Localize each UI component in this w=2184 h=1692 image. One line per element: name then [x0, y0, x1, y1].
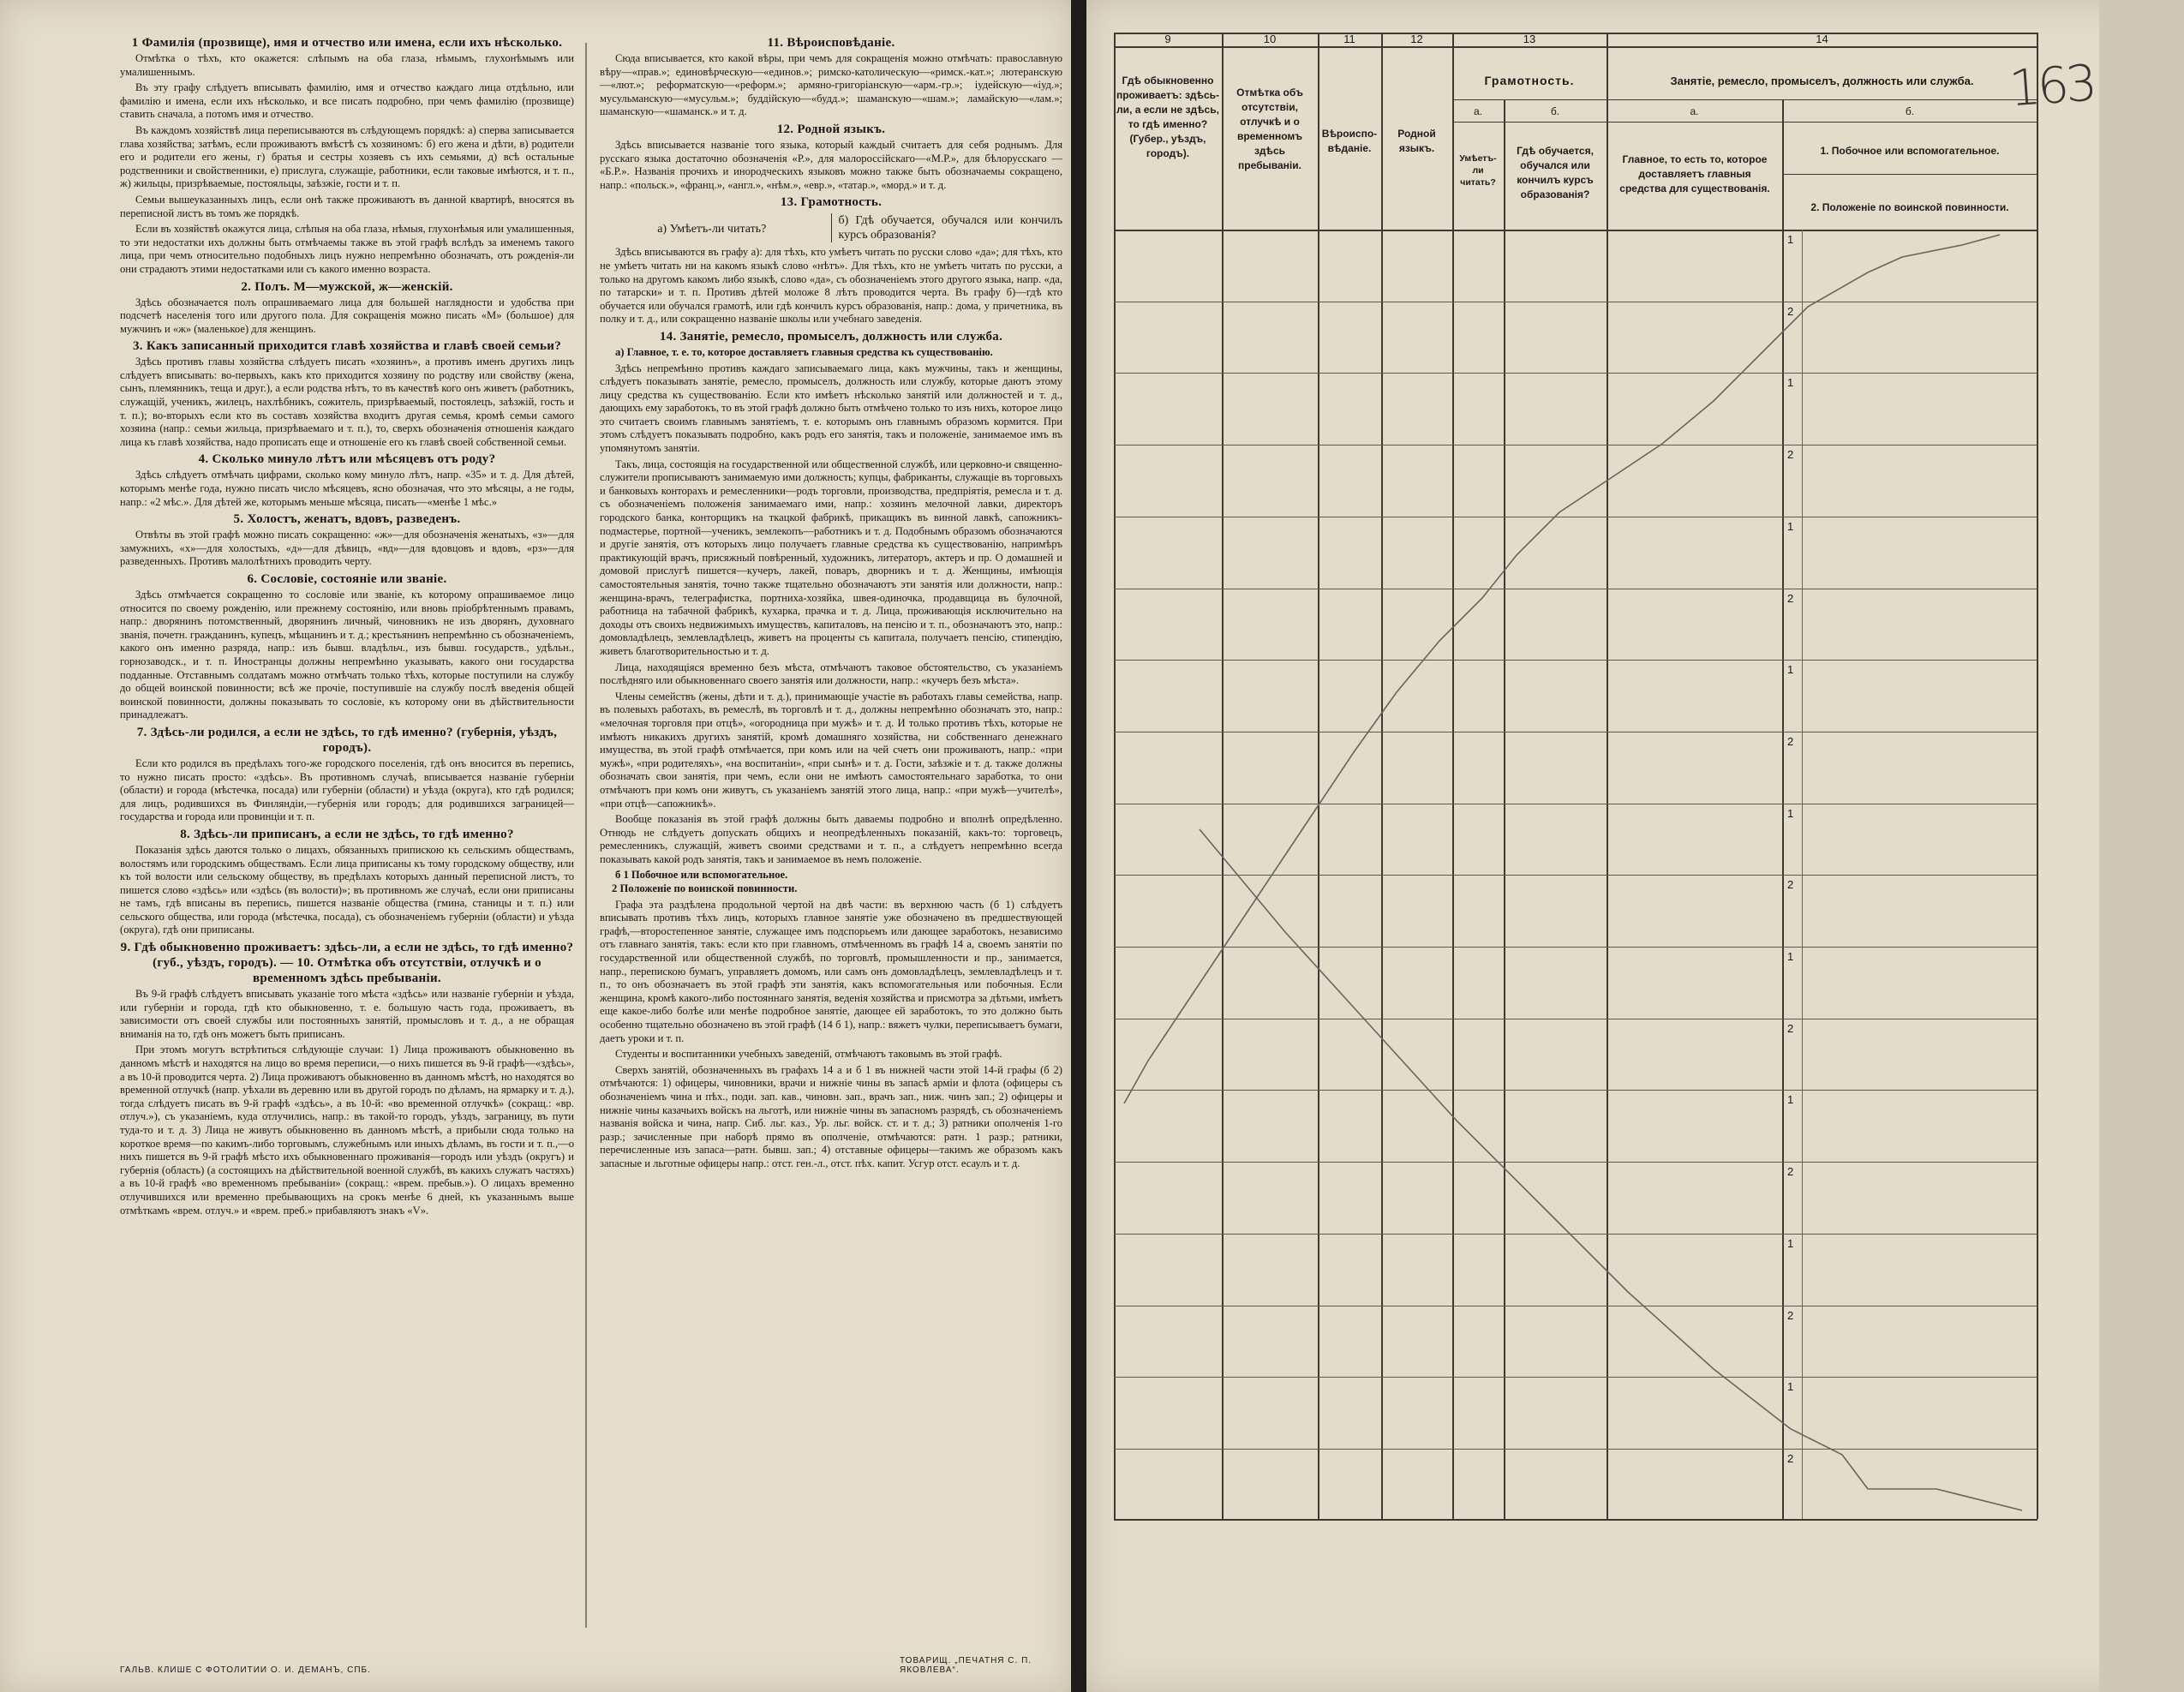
- instructions-column-2: [600, 34, 1062, 1623]
- row-mark: 2: [1787, 878, 1794, 892]
- section-11-title: 11. Вѣроисповѣданіе.: [767, 36, 895, 50]
- section-paragraph: Въ 9-й графѣ слѣдуетъ вписывать указаніе того мѣста «здѣсь» или названіе губерніи и уѣзда, или губерніи и города, гдѣ кто обыкновенно, т. е. большую часть года, проживаетъ, въ зависимости отъ своей службы или постоянныхъ занятій, промысловъ и т. д., а не обращая вниманія на то, гдѣ онъ можетъ быть приписанъ.: [120, 988, 574, 1040]
- section-title: 9. Гдѣ обыкновенно проживаетъ: здѣсь-ли, а если не здѣсь, то гдѣ именно? (губ., уѣздъ, городъ). — 10. Отмѣтка объ отсутствіи, отлучкѣ и о временномъ здѣсь пребываніи.: [120, 941, 574, 986]
- section-paragraph: Члены семействъ (жены, дѣти и т. д.), принимающіе участіе въ работахъ главы семейства, напр. въ полевыхъ работахъ, въ ремеслѣ, въ торговлѣ и т. д., должны непремѣнно обозначать это, напр.: «мелочная торговля при отцѣ», «огородница при мужѣ» и т. д. И только противъ тѣхъ, которые не имѣютъ никакихъ другихъ занятій, кромѣ домашняго хозяйства, ни собственнаго денежнаго имущества, въ этой графѣ отмѣчается, при комъ или на чей счетъ они проживаютъ, напр.: «при мужѣ», «при родителяхъ», «на воспитаніи», «при сынѣ» и т. д. Гости, заѣзжіе и т. д. также должны обозначать свои занятія, при чемъ, если они не имѣютъ самостоятельнаго заработка, то они отмѣчаютъ при комъ они живутъ, съ указаніемъ занятій этого лица, напр.: «при мужѣ—учителѣ», «при отцѣ—сапожникѣ».: [600, 690, 1062, 810]
- section-paragraph: Такъ, лица, состоящія на государственной или общественной службѣ, или церковно-и священно-служители прописываютъ занимаемую ими должность; купцы, фабриканты, служащіе въ торговыхъ и банковыхъ конторахъ и ремесленники—родъ торговли, производства, предпріятія, ремесла и т. д. съ обозначеніемъ положенія занимаемаго ими, напр.: хозяинъ мелочной лавки, директоръ городского банка, конторщикъ на ткацкой фабрикѣ, прикащикъ въ винной лавкѣ, сапожникъ-подмастерье, портной—ученикъ, землекопъ—работникъ и т. д. Подобнымъ образомъ обозначаются и другіе занятія, отъ которыхъ лицо получаетъ главные средства къ существованію, напримѣръ практикующій врачъ, присяжный повѣренный, художникъ, литераторъ, актеръ и пр. О домашней и домовой прислугѣ пишется—кучеръ, лакей, поваръ, дворникъ и т. д. Женщины, имѣющія самостоятельныя занятія, точно также тщательно обозначаютъ эти занятія или должности, напр.: женщина-врачъ, телеграфистка, портниха-хозяйка, швея-одиночка, продавщица въ булочной, работница на табачной фабрикѣ, кухарка, прачка и т. д. Лица, проживающія исключительно на доходы отъ своихъ недвижимыхъ имуществъ, капиталовъ, на пенсію и т. п., обозначаютъ это, напр.: домовладѣлецъ, землевладѣлецъ, живетъ на проценты съ капитала, получаетъ пенсію, стипендію, живетъ благотворительностью и т. д.: [600, 457, 1062, 657]
- header-col-14a: Главное, то есть то, которое доставляетъ главныя средства для существованія.: [1619, 153, 1770, 194]
- instructions-column-1: [120, 34, 574, 1623]
- section-1: [120, 35, 574, 277]
- section-title: 7. Здѣсь-ли родился, а если не здѣсь, то гдѣ именно? (губернія, уѣздъ, городъ).: [136, 725, 558, 755]
- section-13-title: 13. Грамотность.: [780, 195, 883, 210]
- col-number-13: 13: [1523, 33, 1536, 45]
- section-title: 6. Сословіе, состояніе или званіе.: [247, 572, 447, 586]
- header-14b-letter: б.: [1905, 105, 1915, 117]
- section-14a-text: [600, 362, 1062, 867]
- section-13a-heading: а) Умѣетъ-ли читать?: [657, 223, 767, 236]
- section-paragraph: Въ каждомъ хозяйствѣ лица переписываются въ слѣдующемъ порядкѣ: а) сперва записывается глава хозяйства; затѣмъ, если проживаютъ вмѣстѣ съ хозяиномъ: б) его жена и дѣти, в) родители его и родители его жены, г) братья и сестры хозяевъ съ ихъ семьями, д) всѣ остальные родственники и свойственники, е) прислуга, служащіе, работники, если таковые имѣются, и т. п., ж) жильцы, призрѣваемые, постояльцы, заѣзжіе, гости и т. п.: [120, 123, 574, 190]
- row-mark: 2: [1787, 304, 1794, 318]
- section-14-title: 14. Занятіе, ремесло, промыселъ, должность или служба.: [659, 329, 1003, 344]
- row-mark: 2: [1787, 1308, 1794, 1322]
- col-number-11: 11: [1343, 33, 1355, 45]
- section-paragraph: Здѣсь непремѣнно противъ каждаго записываемаго лица, какъ мужчины, такъ и женщины, слѣдуетъ показывать занятіе, ремесло, промыселъ, должность или службу, которые даютъ этому лицу средства къ существованію. Если кто имѣетъ нѣсколько занятій или должностей и т. д., дающихъ ему заработокъ, то въ этой графѣ должно быть отмѣчено только то изъ нихъ, которое лицо это считаетъ своимъ главнымъ занятіемъ, т. е. которымъ онъ главнымъ образомъ кормится. При этомъ слѣдуетъ показывать подробно, какъ родъ его занятія, такъ и положеніе, занимаемое имъ въ упомянутомъ занятіи.: [600, 362, 1062, 455]
- section-paragraph: Студенты и воспитанники учебныхъ заведеній, отмѣчаютъ таковымъ въ этой графѣ.: [615, 1048, 1002, 1061]
- header-col-9: Гдѣ обыкновенно проживаетъ: здѣсь-ли, а если не здѣсь, то гдѣ именно? (Губер., уѣздъ, городъ).: [1116, 75, 1220, 159]
- row-mark: 2: [1787, 734, 1794, 748]
- col-number-10: 10: [1263, 33, 1277, 45]
- header-col-13a: Умѣетъ-ли читать?: [1459, 153, 1497, 188]
- header-14a-letter: а.: [1690, 105, 1699, 117]
- row-mark: 2: [1787, 448, 1794, 462]
- row-mark: 1: [1787, 1380, 1794, 1394]
- col-number-9: 9: [1164, 33, 1171, 45]
- section-paragraph: Здѣсь противъ главы хозяйства слѣдуетъ писать «хозяинъ», а противъ именъ другихъ лицъ слѣдуетъ вписывать: во-первыхъ, какъ кто приходится хозяину по родству или свойству (жена, сынъ, племянникъ, теща и друг.), а если родства нѣтъ, то въ качествѣ кого онъ живетъ (работникъ, служащій, ученикъ, жилецъ, нахлѣбникъ, сожитель, призрѣваемый, постоялецъ, заѣзжій, гость и т. п.); во-вторыхъ если кто въ составъ хозяйства входитъ другая семья, кромѣ семьи самого хозяина (напр.: семьи жильца, призрѣваемаго и т. п.), то, сверхъ обозначенія отношенія каждаго лица къ главѣ хозяйства, надо прописать еще и отношеніе его къ главѣ своей собственной семьи.: [120, 356, 574, 448]
- section-12-text: Здѣсь вписывается названіе того языка, который каждый считаетъ для себя роднымъ. Для русскаго языка достаточно обозначенія «Р.», для малороссійскаго—«М.Р.», для бѣлорусскаго — «Б.Р.». Названія прочихъ и инородческихъ языковъ можно также быть обозначаемы сокращено, напр.: «польск.», «франц.», «англ.», «нѣм.», «евр.», «татар.», «морд.» и т. д.: [600, 138, 1062, 191]
- header-col-11: Вѣроиспо-вѣданіе.: [1321, 128, 1378, 154]
- column-divider: [585, 43, 587, 1628]
- section-title: 1 Фамилія (прозвище), имя и отчество или имена, если ихъ нѣсколько.: [131, 36, 563, 50]
- col-number-14: 14: [1816, 33, 1828, 45]
- section-paragraph: Здѣсь обозначается полъ опрашиваемаго лица для большей наглядности и удобства при подсчетѣ населенія того или другого пола. Для сокращенія можно писать «М» (большое) для мужчинъ и «ж» (маленькое) для женщинъ.: [120, 296, 574, 335]
- section-title: 5. Холостъ, женатъ, вдовъ, разведенъ.: [233, 512, 461, 527]
- section-paragraph: Здѣсь отмѣчается сокращенно то сословіе или званіе, къ которому опрашиваемое лицо относится по своему рожденію, или прежнему состоянію, или вновь пріобрѣтеннымъ правамъ, напр.: дворянинъ потомственный, дворянинъ личный, чиновникъ не изъ дворянъ, духовнаго званія, почетн. гражданинъ, купецъ, мѣщанинъ и т. д.; крестьянинъ непремѣнно съ обозначеніемъ, какого онъ именно разряда, напр.: изъ бывш. владѣльч., изъ бывш. государств., удѣльн., горнозаводск., и т. п. Иностранцы должны непремѣнно указывать, какого они государства подданные. Отставнымъ солдатамъ можно отмѣчать только тѣхъ, которые поступили на службу до общей воинской повинности; всѣ же прочіе, поступившіе на службу послѣ введенія общей воинской повинности, должны показывать то сословіе, къ которому они въ дѣйствительности принадлежатъ.: [120, 589, 574, 721]
- section-9: [120, 940, 574, 1217]
- row-mark: 1: [1787, 519, 1794, 533]
- section-paragraph: Вообще показанія въ этой графѣ должны быть даваемы подробно и вполнѣ опредѣленно. Отнюдь не слѣдуетъ допускать общихъ и неопредѣленныхъ показаній, какъ-то: торговецъ, ремесленникъ, служащій, живетъ своими средствами и т. п., а слѣдуетъ непремѣнно всегда показывать какой родъ занятія, такъ и занимаемое въ немъ положеніе.: [600, 813, 1062, 865]
- section-13-subheads: [600, 213, 1062, 242]
- section-11-text: Сюда вписывается, кто какой вѣры, при чемъ для сокращенія можно отмѣчать: православную вѣру—«прав.»; единовѣрческую—«единов.»; римско-католическую—«римск.-кат.»; лютеранскую—«лют.»; реформатскую—«реформ.»; армяно-григоріанскую—«арм.-гр.»; іудейскую—«іуд.»; мусульманскую—«мусульм.»; буддійскую—«будд.»; шаманскую—«шам.»; ламайскую—«лам.»; шаманскую—«шаманск.» и т. д.: [600, 52, 1062, 118]
- section-paragraph: Семьи вышеуказанныхъ лицъ, если онѣ также проживаютъ въ данной квартирѣ, вносятся въ переписной листъ въ томъ же порядкѣ.: [120, 193, 574, 219]
- section-5: [120, 511, 574, 569]
- section-paragraph: Отвѣты въ этой графѣ можно писать сокращенно: «ж»—для обозначенія женатыхъ, «з»—для замужнихъ, «х»—для холостыхъ, «д»—для дѣвицъ, «вд»—для вдовцовъ и вдовъ, «рз»—для разведенныхъ. Противъ малолѣтнихъ проводить черту.: [120, 529, 574, 568]
- section-paragraph: Графа эта раздѣлена продольной чертой на двѣ части: въ верхнюю часть (б 1) слѣдуетъ вписывать противъ тѣхъ лицъ, которыхъ главное занятіе уже обозначено въ предшествующей графѣ,—второстепенное занятіе, служащее имъ подспорьемъ или дающее заработокъ, независимо отъ главнаго занятія, такъ: если кто при главномъ, отмѣченномъ въ графѣ 14 а, своемъ занятіи по государственной или общественной службѣ, по торговлѣ, промышленности и пр., занимается, напр., перепискою бумагъ, управляетъ домомъ, или самъ онъ домовладѣлецъ, землевладѣлецъ и т. п., то онъ обозначаетъ въ этой графѣ эти занятія, какъ вспомогательныя или побочныя. Если женщина, кромѣ какого-либо постояннаго занятія, веденія хозяйства и присмотра за дѣтьми, имѣетъ еще какое-либо болѣе или менѣе подробное занятіе, дающее ей заработокъ, то это должно быть особенно тщательно обозначено въ этой графѣ (14 б 1), напр.: вяжетъ чулки, переписываетъ бумаги, даетъ уроки и т. п.: [600, 898, 1062, 1044]
- printer-credit-left: ГАЛЬВ. КЛИШЕ С ФОТОЛИТИИ О. И. ДЕМАНЪ, СПБ.: [120, 1665, 371, 1675]
- section-7: [120, 725, 574, 824]
- row-mark: 2: [1787, 591, 1794, 605]
- section-6: [120, 571, 574, 722]
- row-mark: 1: [1787, 376, 1794, 390]
- section-paragraph: Если кто родился въ предѣлахъ того-же городского поселенія, гдѣ онъ вносится въ перепись, то нужно писать просто: «здѣсь». Въ противномъ случаѣ, вписывается названіе губерніи (области) и города (мѣстечка, посада) или губерніи (области) и уѣзда (округа), кто гдѣ родился; для лицъ, родившихся въ Финляндіи,—губернія или городъ; для родившихся заграницей—государства и города или провинціи и т. п.: [120, 756, 574, 823]
- col-number-12: 12: [1410, 33, 1423, 45]
- header-col-13b: Гдѣ обучается, обучался или кончилъ курсъ образованія?: [1517, 145, 1594, 200]
- section-14a-heading: а) Главное, т. е. то, которое доставляетъ главныя средства къ существованію.: [615, 345, 993, 358]
- section-paragraph: Сверхъ занятій, обозначенныхъ въ графахъ 14 а и б 1 въ нижней части этой 14-й графы (б 2) отмѣчаются: 1) офицеры, чиновники, врачи и нижніе чины въ запасѣ арміи и флота (офицеры съ обозначеніемъ чина и пѣх., поди. зап. кав., чиновн. зап., врачъ зап., ниж. чинъ зап.; 2) офицеры и нижніе чины казачьихъ войскъ на льготѣ, или нижніе чины въ запасномъ разрядѣ, съ обозначеніемъ названія войска и чина, напр. Сиб. льг. каз., Ур. льг. войск. ст. и т. д.; 3) ратники ополченія 1-го разр.; зачисленные при наборѣ прямо въ ополченіе, отмѣчаются: ратн. 1 разр.; ратники, перечисленные изъ запаса—ратн. бывш. зап.; 4) отставные офицеры—такимъ же образомъ какъ запасные и льготные офицеры напр.: отст. ген.-л., отст. пѣх. капит. Усгур отст. есаулъ и т. д.: [600, 1063, 1062, 1169]
- section-paragraph: Показанія здѣсь даются только о лицахъ, обязанныхъ припискою къ сельскимъ обществамъ, волостямъ или городскимъ обществамъ. Если лица приписаны къ тому городскому обществу, или къ той волости или сельскому обществу, въ предѣлахъ которыхъ данный переписной листъ, то пишется слово «здѣсь» или «здѣсь (въ волости)»; въ противномъ же случаѣ, если они приписаны не тамъ, гдѣ вписаны въ перепись, пишется названіе общества (гмина, станицы и т. п.) или сельского общества, или города (мѣстечка, посада), съ обозначеніемъ губерніи (области) и уѣзда (округа), гдѣ они приписаны.: [120, 843, 574, 936]
- section-13b-heading: б) Гдѣ обучается, обучался или кончилъ курсъ образованія?: [831, 213, 1063, 242]
- section-title: 8. Здѣсь-ли приписанъ, а если не здѣсь, то гдѣ именно?: [180, 827, 514, 841]
- row-mark: 1: [1787, 950, 1794, 963]
- section-14b-text: [600, 899, 1062, 1171]
- section-14: [600, 329, 1062, 1171]
- section-paragraph: Въ эту графу слѣдуетъ вписывать фамилію, имя и отчество каждаго лица отдѣльно, или фамилію и имена, если ихъ нѣсколько, и все писать подробно, при чемъ фамилію (прозвище) ставить сначала, а потомъ имя и отчество.: [120, 81, 574, 121]
- row-mark: 1: [1787, 1236, 1794, 1250]
- section-12-title: 12. Родной языкъ.: [776, 122, 886, 136]
- handwritten-page-number: 163: [2007, 53, 2096, 118]
- section-12: [600, 122, 1062, 192]
- header-col-14: Занятіе, ремесло, промыселъ, должность или служба.: [1670, 75, 1974, 87]
- section-13: [600, 194, 1062, 326]
- row-mark: 1: [1787, 806, 1794, 820]
- row-mark: 1: [1787, 1093, 1794, 1107]
- section-title: 3. Какъ записанный приходится главѣ хозяйства и главѣ своей семьи?: [132, 339, 561, 354]
- section-3: [120, 338, 574, 449]
- census-form-table: [1114, 33, 2037, 1549]
- section-paragraph: Здѣсь слѣдуетъ отмѣчать цифрами, сколько кому минуло лѣтъ, напр. «35» и т. д. Для дѣтей, которымъ менѣе года, нужно писать число мѣсяцевъ, ясно обозначая, что это мѣсяцы, а не годы, напр.: «2 мѣс.». Для дѣтей же, которымъ меньше мѣсяца, писать—«менѣе 1 мѣс.»: [120, 469, 574, 508]
- header-col-14b2: 2. Положеніе по воинской повинности.: [1810, 201, 2009, 213]
- printer-credit-right: ТОВАРИЩ. „ПЕЧАТНЯ С. П. ЯКОВЛЕВА“.: [900, 1656, 1032, 1675]
- row-mark: 2: [1787, 1021, 1794, 1035]
- section-4: [120, 451, 574, 509]
- header-col-10: Отмѣтка объ отсутствіи, отлучкѣ и о временномъ здѣсь пребываніи.: [1236, 87, 1303, 171]
- row-mark: 2: [1787, 1451, 1794, 1465]
- section-title: 4. Сколько минуло лѣтъ или мѣсяцевъ отъ роду?: [198, 452, 496, 467]
- section-paragraph: Отмѣтка о тѣхъ, кто окажется: слѣпымъ на оба глаза, нѣмымъ, глухонѣмымъ или умалишеннымъ.: [120, 52, 574, 78]
- header-col-12: Родной языкъ.: [1397, 128, 1436, 154]
- header-13a-letter: а.: [1473, 105, 1482, 117]
- row-mark: 1: [1787, 233, 1794, 246]
- section-paragraph: При этомъ могутъ встрѣтиться слѣдующіе случаи: 1) Лица проживаютъ обыкновенно въ данномъ мѣстѣ и находятся на лицо во время переписи,—о нихъ пишется въ 9-й графѣ—«здѣсь», а въ 10-й проводится черта. 2) Лица проживаютъ обыкновенно въ данномъ мѣстѣ, но находятся во временной отлучкѣ (напр. уѣхали въ деревню или въ другой городъ по дѣламъ, на ярмарку и т. д.), тогда слѣдуетъ писать въ 9-й графѣ «здѣсь», а въ 10-й: «во временной отлучкѣ» (сокращ.: «вр. отлуч.»), съ указаніемъ, куда отлучились, напр.: въ такой-то городъ, уѣздъ, заграницу, въ пути туда-то и т. д. 3) Лица не живутъ обыкновенно въ данномъ мѣстѣ, а прибыли сюда только на короткое время—по какимъ-либо торговымъ, служебнымъ или иныхъ дѣламъ, въ гости и т. п.,—о нихъ пишется въ 9-й графѣ мѣсто ихъ обыкновеннаго проживанія—городъ или уѣздъ (округъ) и губернія (область) (а состоящихъ на дѣйствительной военной службѣ, въ какихъ служатъ частяхъ) а въ 10-й графѣ «во временномъ пребываніи» (сокращ.: «врем. пребыв.»). О лицахъ временно отлучившихся или временно пребывающихъ на срокъ менѣе 6 дней, къ указаннымъ выше отмѣткамъ «врем. отлуч.» и «врем. преб.» прибавляютъ знакъ «V».: [120, 1043, 574, 1217]
- pencil-cancel-line: [1114, 33, 2037, 1549]
- header-col-14b1: 1. Побочное или вспомогательное.: [1820, 145, 2000, 157]
- census-instructions-page: [0, 0, 1071, 1692]
- section-paragraph: Лица, находящіяся временно безъ мѣста, отмѣчаютъ таковое обстоятельство, съ указаніемъ послѣдняго или обыкновеннаго своего занятія или должности, напр.: «кучеръ безъ мѣста».: [600, 661, 1062, 687]
- header-13b-letter: б.: [1550, 105, 1560, 117]
- section-title: 2. Полъ. М—мужской, ж—женскій.: [241, 279, 453, 294]
- row-mark: 2: [1787, 1165, 1794, 1179]
- pencil-stroke-lower: [1200, 829, 2022, 1510]
- section-14b1-heading: б 1 Побочное или вспомогательное.: [615, 869, 788, 882]
- pencil-stroke-upper: [1124, 235, 2000, 1103]
- section-14b2-heading: 2 Положеніе по воинской повинности.: [612, 882, 798, 895]
- section-paragraph: Если въ хозяйствѣ окажутся лица, слѣпыя на оба глаза, нѣмыя, глухонѣмыя или умалишенныя, то эти недостатки ихъ должны быть отмѣчаемы также въ этой графѣ вслѣдъ за именемъ такого лица, при чемъ относительно подобныхъ лицъ нужно непремѣнно обозначать, отъ рожденія-ли они страдаютъ этими недостатками или съ какого именно возраста.: [120, 223, 574, 275]
- section-11: [600, 35, 1062, 119]
- section-2: [120, 279, 574, 337]
- header-col-13: Грамотность.: [1484, 74, 1575, 87]
- section-8: [120, 827, 574, 937]
- underlying-sheet-edge: [2099, 0, 2184, 1692]
- section-13-text: Здѣсь вписываются въ графу а): для тѣхъ, кто умѣетъ читать по русски слово «да»; для тѣхъ, кто не умѣетъ читать ни на какомъ языкѣ слово «нѣтъ». Для тѣхъ, кто не умѣетъ читать по русски, а только на другомъ какомъ либо языкѣ, слово «да», съ обозначеніемъ этого другого языка, напр. «да, по татарски» и т. п. Противъ дѣтей моложе 8 лѣтъ проводится черта. Въ графу б)—гдѣ кто обучается или обучался грамотѣ, или гдѣ кончилъ курсъ образованія, напр.: дома, у причетника, въ полку и т. д., или сокращенно названіе школы или учебнаго заведенія.: [600, 246, 1062, 326]
- row-mark: 1: [1787, 663, 1794, 677]
